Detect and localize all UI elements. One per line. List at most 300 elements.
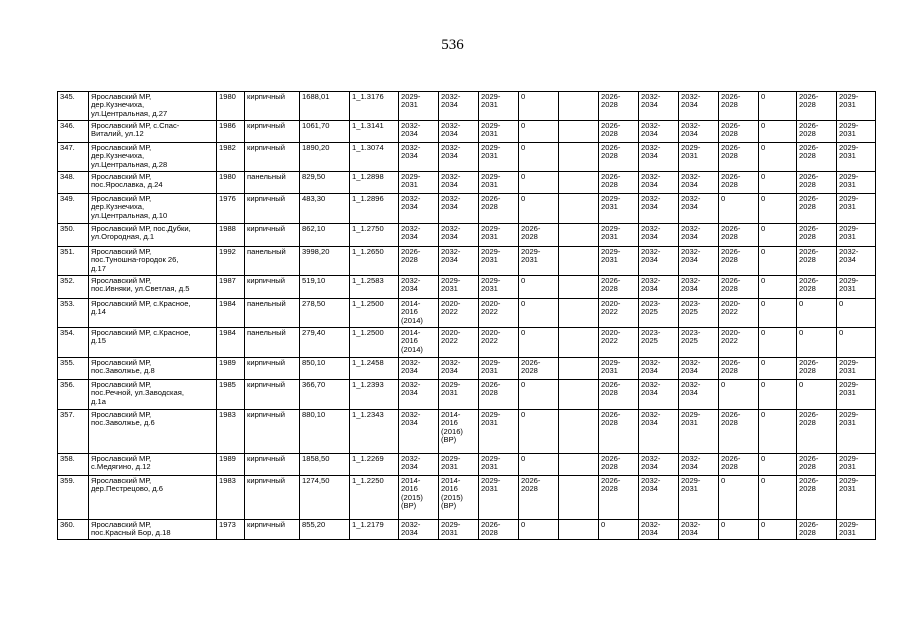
row-number-cell: 350. [58,224,89,247]
period-cell-3: 2029- 2031 [479,172,519,194]
period-cell-9: 2026- 2028 [719,410,759,454]
year-cell: 1988 [217,224,245,247]
period-cell-3: 2029- 2031 [479,276,519,299]
period-cell-5 [559,380,599,410]
period-cell-1: 2029- 2031 [399,92,439,121]
period-cell-8: 2032- 2034 [679,172,719,194]
period-cell-11: 2026- 2028 [797,476,837,520]
area-cell: 1274,50 [300,476,350,520]
period-cell-4: 0 [519,121,559,143]
period-cell-5 [559,172,599,194]
period-cell-11: 2026- 2028 [797,410,837,454]
material-cell: панельный [245,299,300,328]
period-cell-4: 0 [519,143,559,172]
period-cell-9: 0 [719,194,759,224]
period-cell-5 [559,328,599,358]
year-cell: 1989 [217,454,245,476]
table-row [58,476,876,520]
period-cell-7: 2032- 2034 [639,476,679,520]
area-cell: 1688,01 [300,92,350,121]
address-cell: Ярославский МР, пос.Туношна-городок 26, д.17 [89,247,217,276]
period-cell-11: 0 [797,380,837,410]
period-cell-1: 2032- 2034 [399,276,439,299]
table-row [58,172,876,194]
period-cell-3: 2026- 2028 [479,380,519,410]
period-cell-12: 2029- 2031 [837,358,876,380]
period-cell-8: 2029- 2031 [679,476,719,520]
period-cell-8: 2032- 2034 [679,520,719,540]
area-cell: 278,50 [300,299,350,328]
period-cell-6: 0 [599,520,639,540]
period-cell-5 [559,358,599,380]
material-cell: кирпичный [245,92,300,121]
period-cell-9: 2026- 2028 [719,172,759,194]
period-cell-10: 0 [759,380,797,410]
material-cell: кирпичный [245,194,300,224]
period-cell-4: 0 [519,520,559,540]
code-cell: 1_1.2500 [350,299,399,328]
period-cell-7: 2032- 2034 [639,121,679,143]
row-number-cell: 359. [58,476,89,520]
period-cell-2: 2029- 2031 [439,276,479,299]
period-cell-6: 2029- 2031 [599,358,639,380]
address-cell: Ярославский МР, с.Красное, д.15 [89,328,217,358]
table-row [58,328,876,358]
area-cell: 3998,20 [300,247,350,276]
period-cell-5 [559,276,599,299]
period-cell-11: 0 [797,328,837,358]
period-cell-6: 2020- 2022 [599,299,639,328]
material-cell: панельный [245,328,300,358]
period-cell-6: 2026- 2028 [599,121,639,143]
area-cell: 279,40 [300,328,350,358]
material-cell: панельный [245,247,300,276]
period-cell-11: 2026- 2028 [797,454,837,476]
period-cell-2: 2032- 2034 [439,143,479,172]
table-row [58,358,876,380]
period-cell-8: 2032- 2034 [679,224,719,247]
period-cell-8: 2032- 2034 [679,454,719,476]
period-cell-6: 2026- 2028 [599,380,639,410]
period-cell-10: 0 [759,328,797,358]
row-number-cell: 352. [58,276,89,299]
address-cell: Ярославский МР, пос.Красный Бор, д.18 [89,520,217,540]
period-cell-1: 2032- 2034 [399,410,439,454]
period-cell-10: 0 [759,224,797,247]
period-cell-2: 2029- 2031 [439,380,479,410]
code-cell: 1_1.2500 [350,328,399,358]
area-cell: 862,10 [300,224,350,247]
period-cell-8: 2029- 2031 [679,410,719,454]
row-number-cell: 360. [58,520,89,540]
period-cell-1: 2032- 2034 [399,380,439,410]
address-cell: Ярославский МР, пос.Дубки, ул.Огородная, д.1 [89,224,217,247]
period-cell-3: 2029- 2031 [479,454,519,476]
period-cell-5 [559,224,599,247]
period-cell-3: 2029- 2031 [479,224,519,247]
period-cell-8: 2032- 2034 [679,247,719,276]
period-cell-1: 2014- 2016 (2014) [399,299,439,328]
area-cell: 519,10 [300,276,350,299]
period-cell-4: 0 [519,299,559,328]
period-cell-9: 2020- 2022 [719,328,759,358]
period-cell-7: 2032- 2034 [639,380,679,410]
period-cell-8: 2023- 2025 [679,328,719,358]
period-cell-12: 2029- 2031 [837,172,876,194]
address-cell: Ярославский МР, пос.Ивняки, ул.Светлая, д.5 [89,276,217,299]
period-cell-10: 0 [759,299,797,328]
period-cell-9: 2026- 2028 [719,224,759,247]
period-cell-10: 0 [759,276,797,299]
period-cell-6: 2029- 2031 [599,224,639,247]
period-cell-10: 0 [759,92,797,121]
table-row [58,380,876,410]
row-number-cell: 351. [58,247,89,276]
period-cell-2: 2032- 2034 [439,247,479,276]
period-cell-11: 2026- 2028 [797,121,837,143]
area-cell: 1061,70 [300,121,350,143]
address-cell: Ярославский МР, с.Медягино, д.12 [89,454,217,476]
period-cell-4: 0 [519,380,559,410]
table-row [58,410,876,454]
period-cell-10: 0 [759,172,797,194]
period-cell-1: 2032- 2034 [399,520,439,540]
year-cell: 1986 [217,121,245,143]
period-cell-11: 2026- 2028 [797,520,837,540]
period-cell-7: 2032- 2034 [639,358,679,380]
period-cell-11: 2026- 2028 [797,194,837,224]
period-cell-8: 2032- 2034 [679,92,719,121]
period-cell-3: 2029- 2031 [479,143,519,172]
code-cell: 1_1.3176 [350,92,399,121]
row-number-cell: 354. [58,328,89,358]
period-cell-1: 2014- 2016 (2015) (ВР) [399,476,439,520]
period-cell-1: 2032- 2034 [399,454,439,476]
code-cell: 1_1.2250 [350,476,399,520]
period-cell-1: 2032- 2034 [399,143,439,172]
period-cell-2: 2014- 2016 (2015) (ВР) [439,476,479,520]
period-cell-5 [559,247,599,276]
period-cell-4: 0 [519,194,559,224]
period-cell-4: 2026- 2028 [519,358,559,380]
material-cell: кирпичный [245,410,300,454]
address-cell: Ярославский МР, дер.Кузнечиха, ул.Центральная, д.27 [89,92,217,121]
period-cell-10: 0 [759,247,797,276]
area-cell: 483,30 [300,194,350,224]
period-cell-9: 2026- 2028 [719,121,759,143]
period-cell-4: 0 [519,92,559,121]
year-cell: 1982 [217,143,245,172]
period-cell-8: 2032- 2034 [679,276,719,299]
row-number-cell: 355. [58,358,89,380]
period-cell-1: 2014- 2016 (2014) [399,328,439,358]
material-cell: кирпичный [245,476,300,520]
period-cell-3: 2029- 2031 [479,247,519,276]
period-cell-10: 0 [759,358,797,380]
area-cell: 1890,20 [300,143,350,172]
year-cell: 1984 [217,328,245,358]
year-cell: 1992 [217,247,245,276]
period-cell-11: 2026- 2028 [797,247,837,276]
period-cell-11: 2026- 2028 [797,276,837,299]
period-cell-3: 2026- 2028 [479,520,519,540]
period-cell-4: 0 [519,410,559,454]
period-cell-6: 2029- 2031 [599,247,639,276]
period-cell-9: 2020- 2022 [719,299,759,328]
address-cell: Ярославский МР, с.Спас- Виталий, ул.12 [89,121,217,143]
period-cell-2: 2032- 2034 [439,224,479,247]
period-cell-3: 2029- 2031 [479,476,519,520]
material-cell: кирпичный [245,224,300,247]
area-cell: 366,70 [300,380,350,410]
period-cell-2: 2029- 2031 [439,454,479,476]
period-cell-10: 0 [759,143,797,172]
period-cell-12: 0 [837,328,876,358]
row-number-cell: 349. [58,194,89,224]
period-cell-5 [559,92,599,121]
code-cell: 1_1.2458 [350,358,399,380]
row-number-cell: 347. [58,143,89,172]
period-cell-1: 2032- 2034 [399,224,439,247]
row-number-cell: 345. [58,92,89,121]
period-cell-2: 2020- 2022 [439,328,479,358]
period-cell-3: 2029- 2031 [479,410,519,454]
code-cell: 1_1.2583 [350,276,399,299]
period-cell-5 [559,454,599,476]
address-cell: Ярославский МР, пос.Речной, ул.Заводская, д.1а [89,380,217,410]
year-cell: 1980 [217,92,245,121]
period-cell-2: 2014- 2016 (2016) (ВР) [439,410,479,454]
material-cell: кирпичный [245,121,300,143]
period-cell-6: 2026- 2028 [599,476,639,520]
address-cell: Ярославский МР, с.Красное, д.14 [89,299,217,328]
period-cell-4: 0 [519,172,559,194]
period-cell-9: 2026- 2028 [719,358,759,380]
row-number-cell: 348. [58,172,89,194]
period-cell-5 [559,299,599,328]
period-cell-3: 2020- 2022 [479,299,519,328]
code-cell: 1_1.3074 [350,143,399,172]
period-cell-12: 2029- 2031 [837,520,876,540]
area-cell: 855,20 [300,520,350,540]
row-number-cell: 358. [58,454,89,476]
period-cell-8: 2032- 2034 [679,121,719,143]
period-cell-9: 0 [719,380,759,410]
material-cell: кирпичный [245,520,300,540]
year-cell: 1983 [217,410,245,454]
code-cell: 1_1.2896 [350,194,399,224]
year-cell: 1983 [217,476,245,520]
period-cell-9: 2026- 2028 [719,276,759,299]
period-cell-11: 2026- 2028 [797,224,837,247]
period-cell-9: 2026- 2028 [719,454,759,476]
period-cell-7: 2032- 2034 [639,224,679,247]
period-cell-1: 2032- 2034 [399,194,439,224]
period-cell-8: 2032- 2034 [679,194,719,224]
period-cell-11: 2026- 2028 [797,172,837,194]
period-cell-6: 2026- 2028 [599,143,639,172]
period-cell-4: 0 [519,328,559,358]
period-cell-2: 2032- 2034 [439,121,479,143]
period-cell-8: 2029- 2031 [679,143,719,172]
area-cell: 880,10 [300,410,350,454]
table-row [58,299,876,328]
period-cell-6: 2026- 2028 [599,92,639,121]
table-row [58,276,876,299]
area-cell: 850,10 [300,358,350,380]
code-cell: 1_1.2898 [350,172,399,194]
period-cell-4: 0 [519,454,559,476]
period-cell-10: 0 [759,476,797,520]
year-cell: 1989 [217,358,245,380]
period-cell-5 [559,143,599,172]
year-cell: 1987 [217,276,245,299]
row-number-cell: 356. [58,380,89,410]
period-cell-7: 2032- 2034 [639,172,679,194]
material-cell: кирпичный [245,454,300,476]
address-cell: Ярославский МР, пос.Заволжье, д.8 [89,358,217,380]
period-cell-11: 2026- 2028 [797,358,837,380]
period-cell-2: 2029- 2031 [439,520,479,540]
period-cell-11: 2026- 2028 [797,92,837,121]
period-cell-11: 0 [797,299,837,328]
code-cell: 1_1.2650 [350,247,399,276]
period-cell-9: 0 [719,520,759,540]
period-cell-10: 0 [759,410,797,454]
period-cell-1: 2032- 2034 [399,358,439,380]
table-row [58,454,876,476]
row-number-cell: 357. [58,410,89,454]
year-cell: 1976 [217,194,245,224]
period-cell-2: 2020- 2022 [439,299,479,328]
code-cell: 1_1.2393 [350,380,399,410]
area-cell: 1858,50 [300,454,350,476]
period-cell-12: 2029- 2031 [837,224,876,247]
table-body [58,92,876,540]
period-cell-3: 2029- 2031 [479,92,519,121]
material-cell: кирпичный [245,380,300,410]
period-cell-12: 2029- 2031 [837,143,876,172]
period-cell-5 [559,476,599,520]
period-cell-12: 2029- 2031 [837,454,876,476]
table-row [58,224,876,247]
period-cell-8: 2032- 2034 [679,358,719,380]
period-cell-2: 2032- 2034 [439,358,479,380]
period-cell-7: 2032- 2034 [639,454,679,476]
period-cell-7: 2032- 2034 [639,247,679,276]
period-cell-12: 2029- 2031 [837,194,876,224]
material-cell: панельный [245,172,300,194]
row-number-cell: 353. [58,299,89,328]
period-cell-6: 2026- 2028 [599,410,639,454]
period-cell-12: 2029- 2031 [837,380,876,410]
period-cell-7: 2032- 2034 [639,276,679,299]
period-cell-10: 0 [759,121,797,143]
material-cell: кирпичный [245,276,300,299]
address-cell: Ярославский МР, дер.Пестрецово, д.6 [89,476,217,520]
period-cell-6: 2020- 2022 [599,328,639,358]
period-cell-2: 2032- 2034 [439,92,479,121]
period-cell-7: 2023- 2025 [639,328,679,358]
table-row [58,520,876,540]
period-cell-5 [559,194,599,224]
code-cell: 1_1.2179 [350,520,399,540]
period-cell-1: 2029- 2031 [399,172,439,194]
period-cell-9: 2026- 2028 [719,247,759,276]
code-cell: 1_1.2269 [350,454,399,476]
period-cell-5 [559,121,599,143]
period-cell-12: 0 [837,299,876,328]
period-cell-4: 2029- 2031 [519,247,559,276]
period-cell-10: 0 [759,454,797,476]
period-cell-4: 0 [519,276,559,299]
period-cell-6: 2026- 2028 [599,454,639,476]
period-cell-12: 2029- 2031 [837,276,876,299]
row-number-cell: 346. [58,121,89,143]
period-cell-12: 2029- 2031 [837,121,876,143]
table-row [58,92,876,121]
period-cell-9: 2026- 2028 [719,92,759,121]
period-cell-3: 2029- 2031 [479,358,519,380]
period-cell-7: 2032- 2034 [639,194,679,224]
period-cell-8: 2023- 2025 [679,299,719,328]
period-cell-3: 2020- 2022 [479,328,519,358]
period-cell-12: 2029- 2031 [837,410,876,454]
code-cell: 1_1.2750 [350,224,399,247]
year-cell: 1984 [217,299,245,328]
table-row [58,143,876,172]
address-cell: Ярославский МР, дер.Кузнечиха, ул.Центральная, д.10 [89,194,217,224]
code-cell: 1_1.2343 [350,410,399,454]
period-cell-12: 2032- 2034 [837,247,876,276]
table-row [58,194,876,224]
period-cell-6: 2029- 2031 [599,194,639,224]
address-cell: Ярославский МР, пос.Заволжье, д.6 [89,410,217,454]
address-cell: Ярославский МР, дер.Кузнечиха, ул.Центральная, д.28 [89,143,217,172]
code-cell: 1_1.3141 [350,121,399,143]
period-cell-7: 2032- 2034 [639,92,679,121]
table-row [58,121,876,143]
period-cell-10: 0 [759,520,797,540]
address-cell: Ярославский МР, пос.Ярославка, д.24 [89,172,217,194]
period-cell-10: 0 [759,194,797,224]
material-cell: кирпичный [245,143,300,172]
year-cell: 1985 [217,380,245,410]
period-cell-2: 2032- 2034 [439,172,479,194]
period-cell-2: 2032- 2034 [439,194,479,224]
register-table [57,91,876,540]
year-cell: 1980 [217,172,245,194]
year-cell: 1973 [217,520,245,540]
period-cell-12: 2029- 2031 [837,92,876,121]
period-cell-7: 2032- 2034 [639,143,679,172]
period-cell-1: 2026- 2028 [399,247,439,276]
period-cell-8: 2032- 2034 [679,380,719,410]
period-cell-12: 2029- 2031 [837,476,876,520]
page-number: 536 [441,37,464,53]
period-cell-1: 2032- 2034 [399,121,439,143]
period-cell-9: 2026- 2028 [719,143,759,172]
material-cell: кирпичный [245,358,300,380]
period-cell-4: 2026- 2028 [519,476,559,520]
period-cell-7: 2023- 2025 [639,299,679,328]
period-cell-5 [559,410,599,454]
period-cell-5 [559,520,599,540]
period-cell-7: 2032- 2034 [639,410,679,454]
table-row [58,247,876,276]
period-cell-3: 2029- 2031 [479,121,519,143]
period-cell-6: 2026- 2028 [599,172,639,194]
